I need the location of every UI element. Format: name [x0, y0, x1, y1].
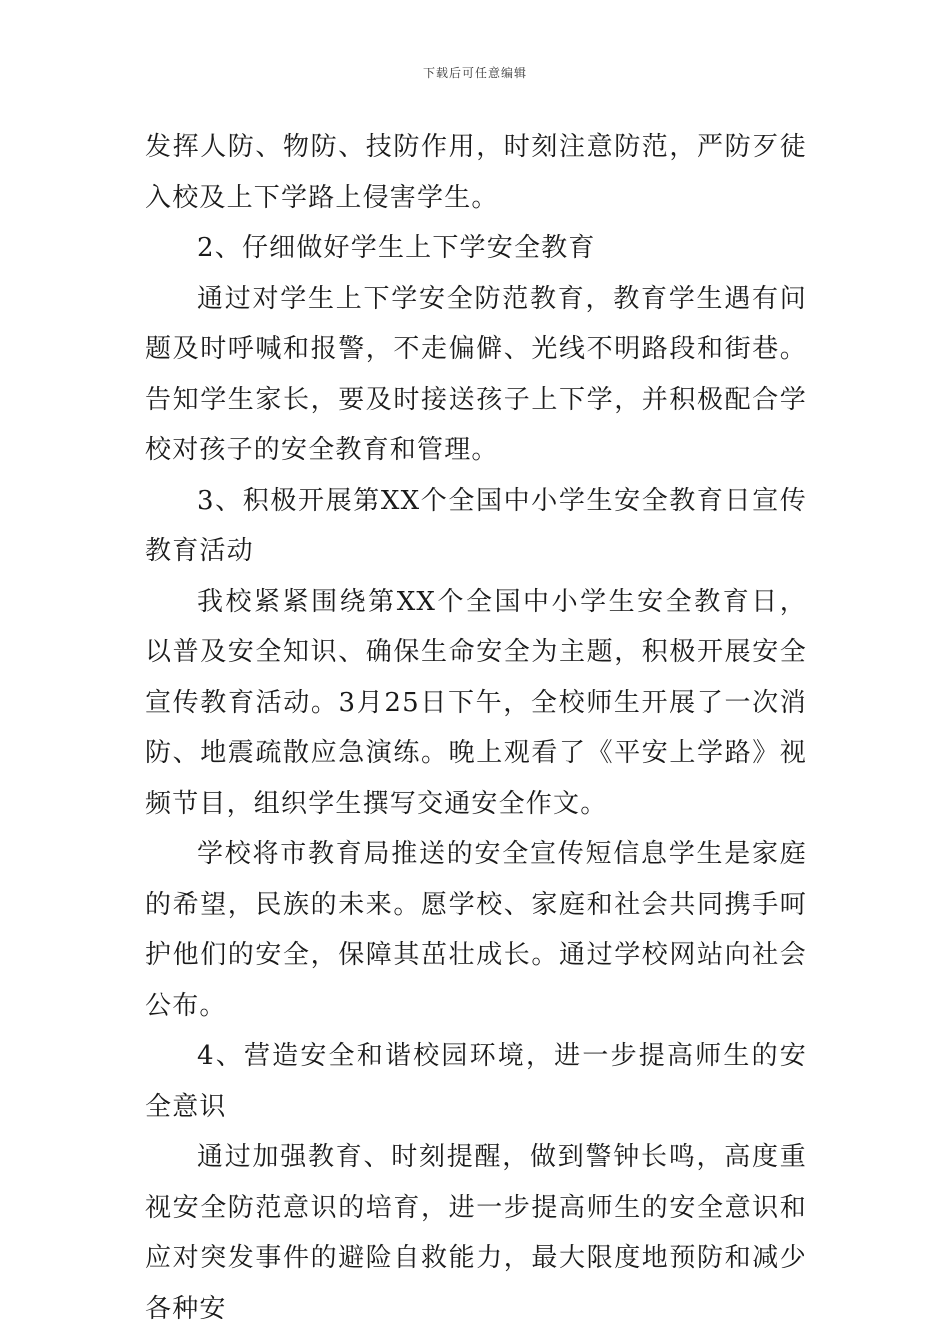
document-body — [145, 122, 807, 1334]
paragraph-sms-notice: 学校将市教育局推送的安全宣传短信息学生是家庭的希望，民族的未来。愿学校、家庭和社会共同携手呵护他们的安全，保障其茁壮成长。通过学校网站向社会公布。 — [145, 839, 807, 1021]
paragraph-safety-day: 我校紧紧围绕第XX个全国中小学生安全教育日，以普及安全知识、确保生命安全为主题，积极开展安全宣传教育活动。3月25日下午，全校师生开展了一次消防、地震疏散应急演练。晚上观看了《平安上学路》视频节目，组织学生撰写交通安全作文。 — [145, 586, 807, 819]
paragraph-continuation: 发挥人防、物防、技防作用，时刻注意防范，严防歹徒入校及上下学路上侵害学生。 — [145, 132, 807, 213]
section-heading-3: 3、积极开展第XX个全国中小学生安全教育日宣传教育活动 — [145, 485, 807, 566]
page-header: 下载后可任意编辑 — [422, 66, 527, 80]
section-heading-2: 2、仔细做好学生上下学安全教育 — [197, 233, 596, 263]
paragraph-commute-safety: 通过对学生上下学安全防范教育，教育学生遇有问题及时呼喊和报警，不走偏僻、光线不明路段和街巷。告知学生家长，要及时接送孩子上下学，并积极配合学校对孩子的安全教育和管理。 — [145, 283, 807, 465]
section-heading-4: 4、营造安全和谐校园环境，进一步提高师生的安全意识 — [145, 1041, 807, 1122]
paragraph-awareness: 通过加强教育、时刻提醒，做到警钟长鸣，高度重视安全防范意识的培育，进一步提高师生的安全意识和应对突发事件的避险自救能力，最大限度地预防和减少各种安 — [145, 1142, 807, 1324]
